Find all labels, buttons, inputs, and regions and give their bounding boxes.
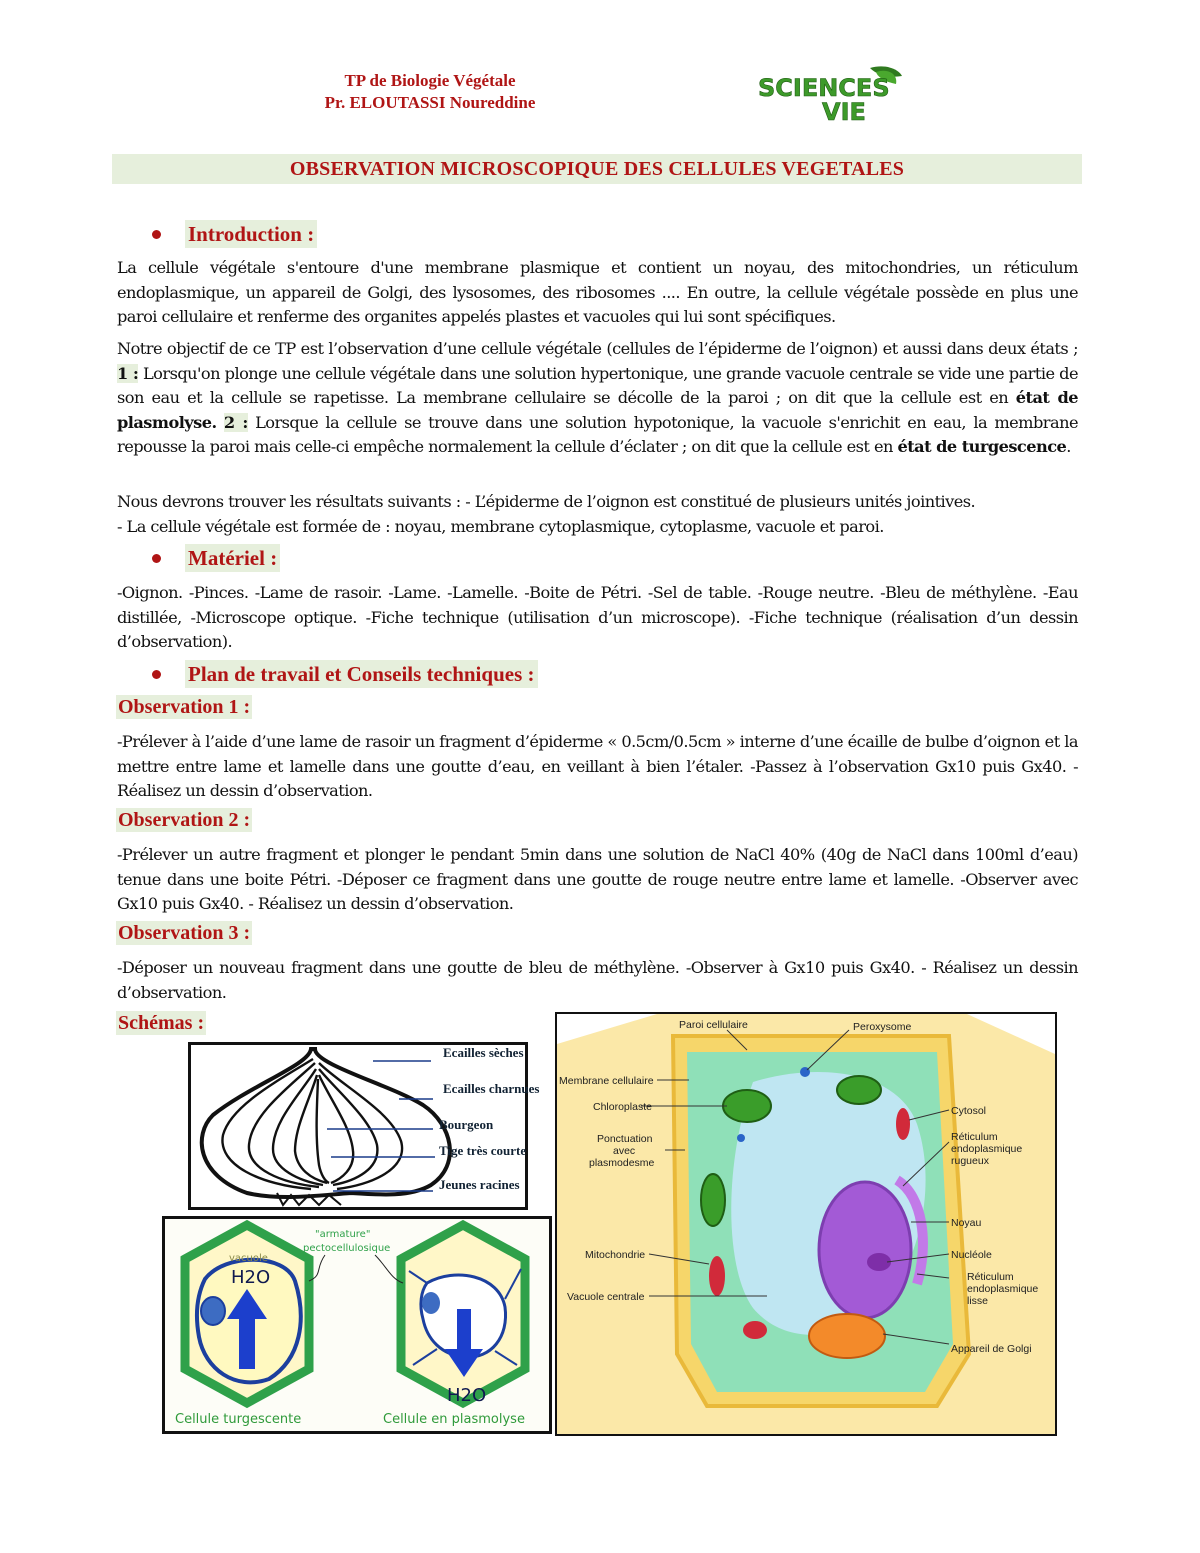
observation-3-heading: Observation 3 : xyxy=(118,922,251,944)
bullet-icon xyxy=(152,554,161,563)
label-rel-1: Réticulum xyxy=(967,1271,1014,1283)
label-rer-1: Réticulum xyxy=(951,1131,998,1143)
label-ecailles-seches: Ecailles sèches xyxy=(443,1045,524,1060)
caption-turgescente: Cellule turgescente xyxy=(175,1412,302,1427)
header xyxy=(240,70,620,114)
label-h2o-out: H2O xyxy=(447,1385,487,1406)
section-label: Introduction : xyxy=(185,220,317,248)
observation-1-heading: Observation 1 : xyxy=(118,696,251,718)
p2-text-b: Lorsqu'on plonge une cellule végétale dans une solution hypertonique, une grande vacuole centrale se vide une partie de son eau et la cellule se rapetisse. La membrane cellulaire se décolle de la paroi ; on dit que la cellule est en xyxy=(117,363,1078,407)
label-armature: "armature" xyxy=(315,1229,371,1240)
intro-paragraph-3 xyxy=(117,490,1078,539)
logo-text-vie: VIE xyxy=(822,98,866,126)
p2-text-a: Notre objectif de ce TP est l’observation d’une cellule végétale (cellules de l’épiderme de l’oignon) et aussi dans deux états ; xyxy=(117,339,1078,358)
label-vacuole: vacuole xyxy=(229,1253,268,1264)
label-tige: Tige très courte xyxy=(439,1143,527,1158)
observation-1-text: -Prélever à l’aide d’une lame de rasoir un fragment d’épiderme « 0.5cm/0.5cm » interne d’une écaille de bulbe d’oignon et la mettre entre lame et lamelle dans une goutte d’eau, en veillant à bien l’étaler. -Passez à l’observation Gx10 puis Gx40. - Réalisez un dessin d’observation. xyxy=(117,732,1078,800)
header-course: TP de Biologie Végétale xyxy=(344,71,516,90)
label-ponctuation-2: avec xyxy=(613,1145,636,1157)
observation-3-text: -Déposer un nouveau fragment dans une goutte de bleu de méthylène. -Observer à Gx10 puis Gx40. - Réalisez un dessin d’observation. xyxy=(117,958,1078,1002)
page-title: OBSERVATION MICROSCOPIQUE DES CELLULES VEGETALES xyxy=(112,154,1082,184)
label-noyau: Noyau xyxy=(951,1217,982,1229)
label-cytosol: Cytosol xyxy=(951,1105,987,1117)
label-paroi: Paroi cellulaire xyxy=(679,1019,748,1031)
section-introduction-heading xyxy=(152,222,317,247)
turgescence-plasmolyse-figure xyxy=(162,1216,552,1434)
label-golgi: Appareil de Golgi xyxy=(951,1343,1032,1355)
section-materiel-heading xyxy=(152,546,280,571)
label-bourgeon: Bourgeon xyxy=(439,1117,494,1132)
label-membrane: Membrane cellulaire xyxy=(559,1075,654,1087)
caption-plasmolyse: Cellule en plasmolyse xyxy=(383,1412,525,1427)
bullet-icon xyxy=(152,230,161,239)
result-line-1: Nous devrons trouver les résultats suivants : - L’épiderme de l’oignon est constitué de plusieurs unités jointives. xyxy=(117,492,976,511)
label-rel-2: endoplasmique xyxy=(967,1283,1039,1295)
label-rel-3: lisse xyxy=(967,1295,989,1307)
section-plan-heading xyxy=(152,662,538,687)
label-ponctuation-3: plasmodesme xyxy=(589,1157,655,1169)
observation-2-heading: Observation 2 : xyxy=(118,809,251,831)
p2-text-c: Lorsque la cellule se trouve dans une solution hypotonique, la vacuole s'enrichit en eau, la membrane repousse la paroi mais celle-ci empêche normalement la cellule d’éclater ; on dit que la cellule est en xyxy=(117,412,1078,456)
label-pectocellulosique: pectocellulosique xyxy=(303,1243,391,1254)
label-vacuole-centrale: Vacuole centrale xyxy=(567,1291,645,1303)
materiel-text: -Oignon. -Pinces. -Lame de rasoir. -Lame. -Lamelle. -Boite de Pétri. -Sel de table. -Rouge neutre. -Bleu de méthylène. -Eau distillée, -Microscope optique. -Fiche technique (utilisation d’un microscope). -Fiche technique (réalisation d’un dessin d’observation). xyxy=(117,583,1078,651)
label-nucleole: Nucléole xyxy=(951,1249,992,1261)
label-ponctuation-1: Ponctuation xyxy=(597,1133,653,1145)
label-mitochondrie: Mitochondrie xyxy=(585,1249,646,1261)
sciences-vie-logo xyxy=(752,62,912,126)
p2-num-2: 2 : xyxy=(223,412,248,432)
label-rer-2: endoplasmique xyxy=(951,1143,1023,1155)
term-plasmolyse: état de plasmolyse. xyxy=(117,388,1078,432)
label-jeunes-racines: Jeunes racines xyxy=(439,1177,520,1192)
plant-cell-figure xyxy=(555,1012,1057,1436)
schemas-heading: Schémas : xyxy=(118,1012,205,1034)
header-professor: Pr. ELOUTASSI Noureddine xyxy=(324,93,536,112)
bullet-icon xyxy=(152,670,161,679)
label-peroxysome: Peroxysome xyxy=(853,1021,912,1033)
section-label: Plan de travail et Conseils techniques : xyxy=(185,660,538,688)
term-turgescence: état de turgescence xyxy=(897,437,1067,456)
section-label: Matériel : xyxy=(185,544,280,572)
label-ecailles-charnues: Ecailles charnues xyxy=(443,1081,540,1096)
label-h2o-in: H2O xyxy=(231,1267,271,1288)
intro-paragraph-2: Notre objectif de ce TP est l’observation d’une cellule végétale (cellules de l’épiderme de l’oignon) et aussi dans deux états ; 1 : Lorsqu'on plonge une cellule végétale dans une solution hypertonique, une grande vacuole centrale se vide une partie de son eau et la cellule se rapetisse. La membrane cellulaire se décolle de la paroi ; on dit que la cellule est en état de plasmolyse. 2 : Lorsque la cellule se trouve dans une solution hypotonique, la vacuole s'enrichit en eau, la membrane repousse la paroi mais celle-ci empêche normalement la cellule d’éclater ; on dit que la cellule est en état de turgescence. xyxy=(117,339,1078,456)
p2-num-1: 1 : xyxy=(117,363,139,383)
observation-2-text: -Prélever un autre fragment et plonger le pendant 5min dans une solution de NaCl 40% (40g de NaCl dans 100ml d’eau) tenue dans une boite Pétri. -Déposer ce fragment dans une goutte de rouge neutre entre lame et lamelle. -Observer avec Gx10 puis Gx40. - Réalisez un dessin d’observation. xyxy=(117,845,1078,913)
label-rer-3: rugueux xyxy=(951,1155,989,1167)
intro-paragraph-1: La cellule végétale s'entoure d'une membrane plasmique et contient un noyau, des mitochondries, un réticulum endoplasmique, un appareil de Golgi, des lysosomes, des ribosomes .... En outre, la cellule végétale possède en plus une paroi cellulaire et renferme des organites appelés plastes et vacuoles qui lui sont spécifiques. xyxy=(117,258,1078,326)
result-line-2: - La cellule végétale est formée de : noyau, membrane cytoplasmique, cytoplasme, vacuole et paroi. xyxy=(117,516,884,536)
label-chloroplaste: Chloroplaste xyxy=(593,1101,652,1113)
onion-bulb-figure xyxy=(188,1042,540,1210)
logo-text-sciences: SCIENCES xyxy=(758,74,890,102)
